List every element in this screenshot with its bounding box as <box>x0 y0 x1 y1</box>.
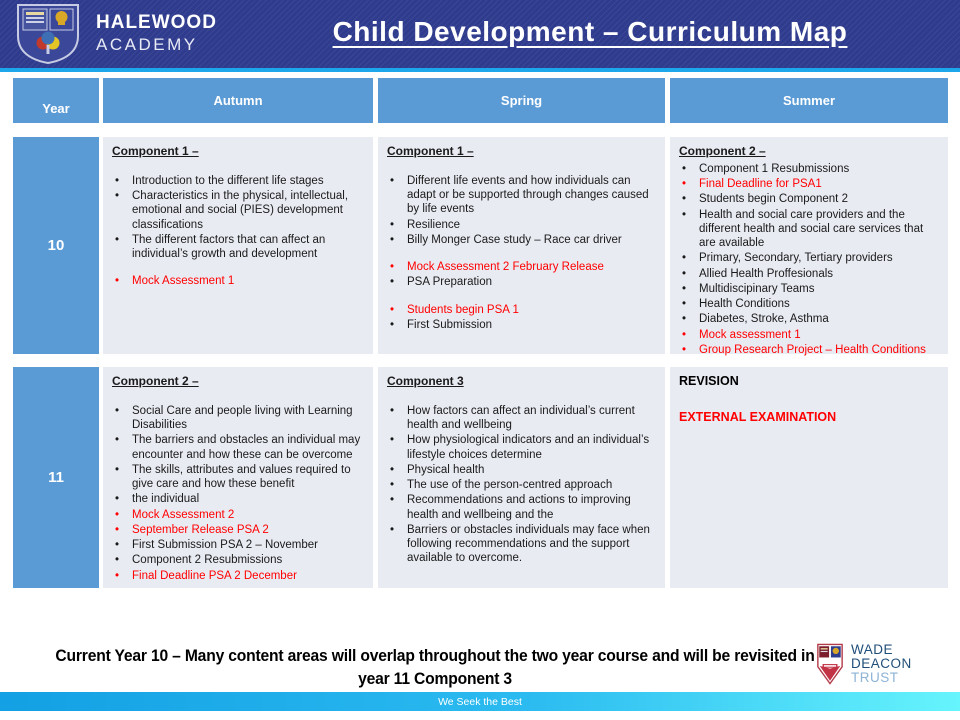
school-name <box>96 13 217 55</box>
bullet-item <box>112 492 368 506</box>
bullet-item <box>387 233 660 247</box>
external-examination-label: EXTERNAL EXAMINATION <box>679 409 837 424</box>
bullet-icon: • <box>682 162 687 175</box>
banner-accent-line <box>0 68 960 72</box>
bullet-item <box>112 523 368 537</box>
bullet-text: Component 2 Resubmissions <box>132 554 283 567</box>
bullet-item <box>387 260 660 274</box>
bullet-icon: • <box>115 569 120 582</box>
bullet-icon: • <box>390 276 395 289</box>
bullet-item <box>387 523 660 566</box>
halewood-crest-icon <box>14 3 82 65</box>
bullet-text: Mock Assessment 2 <box>132 508 235 521</box>
bullet-icon: • <box>390 233 395 246</box>
bullet-text: Multidiscipinary Teams <box>699 282 815 295</box>
bullet-item <box>112 508 368 522</box>
bullet-item <box>679 208 943 251</box>
bullet-icon: • <box>115 463 120 476</box>
bullet-item <box>679 192 943 206</box>
cell-year11-summer <box>670 367 948 588</box>
bullet-text: the individual <box>132 493 200 506</box>
bullet-item <box>112 233 368 262</box>
bullet-text: Introduction to the different life stages <box>132 174 324 187</box>
school-name-line2: ACADEMY <box>96 34 198 54</box>
bullet-list <box>387 404 660 566</box>
bullet-item <box>112 463 368 492</box>
wade-deacon-shield-icon <box>816 642 844 686</box>
cell-heading: Component 2 – <box>679 144 766 158</box>
top-banner <box>0 0 960 68</box>
bullet-icon: • <box>682 328 687 341</box>
bullet-item <box>679 343 943 357</box>
bullet-text: First Submission PSA 2 – November <box>132 539 318 552</box>
bullet-text: Primary, Secondary, Tertiary providers <box>699 252 893 265</box>
bullet-icon: • <box>682 282 687 295</box>
cell-heading: Component 1 – <box>112 144 199 158</box>
bullet-text: Students begin PSA 1 <box>407 303 519 316</box>
cell-heading: Component 3 <box>387 374 464 388</box>
bullet-item <box>387 478 660 492</box>
bullet-item <box>387 493 660 522</box>
bullet-item <box>112 174 368 188</box>
bullet-icon: • <box>115 404 120 417</box>
bullet-text: PSA Preparation <box>407 276 493 289</box>
bullet-text: Allied Health Proffesionals <box>699 267 834 280</box>
column-header-summer: Summer <box>670 78 948 123</box>
bullet-item <box>679 162 943 176</box>
bullet-text: Group Research Project – Health Conditions <box>699 343 926 356</box>
bullet-text: How factors can affect an individual’s current health and wellbeing <box>407 404 635 432</box>
cell-year11-autumn <box>103 367 373 588</box>
bullet-text: Recommendations and actions to improving health and wellbeing and the <box>407 494 631 521</box>
bullet-icon: • <box>390 434 395 447</box>
bullet-item <box>387 303 660 317</box>
bullet-icon: • <box>682 343 687 356</box>
bullet-item <box>112 189 368 232</box>
bullet-text: Mock Assessment 2 February Release <box>407 261 604 274</box>
footer-note <box>35 644 835 690</box>
bullet-icon: • <box>682 252 687 265</box>
year-10-label-cell: 10 <box>13 137 99 354</box>
trust-name-line2: TRUST <box>851 670 899 686</box>
bullet-icon: • <box>682 208 687 221</box>
bullet-text: First Submission <box>407 318 492 331</box>
bullet-list <box>679 162 943 357</box>
bullet-text: Physical health <box>407 463 485 476</box>
cell-year10-summer <box>670 137 948 354</box>
bullet-item <box>679 177 943 191</box>
motto-bar <box>0 692 960 711</box>
bullet-text: Component 1 Resubmissions <box>699 162 850 175</box>
bullet-item <box>112 569 368 583</box>
bullet-icon: • <box>390 523 395 536</box>
cell-year10-spring <box>378 137 665 354</box>
bullet-item <box>387 318 660 332</box>
bullet-icon: • <box>115 539 120 552</box>
trust-name-line1: WADE DEACON <box>851 641 912 671</box>
bullet-list <box>112 174 368 289</box>
bullet-item <box>679 267 943 281</box>
bullet-item <box>679 297 943 311</box>
bullet-text: Mock assessment 1 <box>699 328 801 341</box>
bullet-icon: • <box>115 508 120 521</box>
column-header-year: Year <box>13 78 99 123</box>
bullet-text: Mock Assessment 1 <box>132 275 235 288</box>
bullet-item <box>679 328 943 342</box>
cell-year10-autumn <box>103 137 373 354</box>
bullet-icon: • <box>115 554 120 567</box>
bullet-icon: • <box>682 298 687 311</box>
bullet-list <box>387 174 660 332</box>
bullet-icon: • <box>390 218 395 231</box>
bullet-text: Social Care and people living with Learning Disabilities <box>132 404 353 432</box>
cell-heading: Component 1 – <box>387 144 474 158</box>
bullet-list <box>112 404 368 583</box>
bullet-icon: • <box>682 178 687 191</box>
bullet-item <box>679 282 943 296</box>
bullet-text: Barriers or obstacles individuals may face when following recommendations and the support available to overcome. <box>407 523 650 565</box>
bullet-item <box>387 404 660 433</box>
bullet-icon: • <box>682 193 687 206</box>
bullet-text: Final Deadline PSA 2 December <box>132 569 297 582</box>
motto-text: We Seek the Best <box>438 695 522 708</box>
bullet-text: Health Conditions <box>699 298 790 311</box>
page-title: Child Development – Curriculum Map <box>332 16 848 47</box>
bullet-icon: • <box>115 523 120 536</box>
bullet-text: Diabetes, Stroke, Asthma <box>699 313 829 326</box>
column-header-autumn: Autumn <box>103 78 373 123</box>
bullet-text: Billy Monger Case study – Race car driver <box>407 233 622 246</box>
cell-heading: Component 2 – <box>112 374 199 388</box>
bullet-item <box>387 218 660 232</box>
bullet-icon: • <box>390 463 395 476</box>
bullet-item <box>387 463 660 477</box>
bullet-icon: • <box>390 479 395 492</box>
bullet-icon: • <box>115 493 120 506</box>
bullet-icon: • <box>115 190 120 203</box>
bullet-item <box>679 312 943 326</box>
bullet-text: The skills, attributes and values required to give care and how these benefit <box>132 463 351 491</box>
bullet-text: The different factors that can affect an individual’s growth and development <box>132 233 326 261</box>
bullet-icon: • <box>115 275 120 288</box>
bullet-icon: • <box>390 174 395 187</box>
bullet-text: Characteristics in the physical, intellectual, emotional and social (PIES) development classifications <box>132 190 349 231</box>
bullet-text: Final Deadline for PSA1 <box>699 178 822 191</box>
footer-note-line1: Current Year 10 – Many content areas will overlap throughout the two year course and will be revisited in <box>55 646 815 665</box>
footer-note-line2: year 11 Component 3 <box>358 669 512 688</box>
bullet-item <box>112 433 368 462</box>
bullet-text: How physiological indicators and an individual’s lifestyle choices determine <box>407 434 650 461</box>
bullet-text: Students begin Component 2 <box>699 193 848 206</box>
wade-deacon-trust-logo <box>816 639 956 689</box>
bullet-icon: • <box>390 318 395 331</box>
trust-name <box>851 643 956 686</box>
bullet-icon: • <box>390 261 395 274</box>
bullet-text: Health and social care providers and the different health and social care services that are available <box>699 208 924 250</box>
revision-label: REVISION <box>679 374 739 388</box>
bullet-item <box>112 274 368 288</box>
bullet-item <box>679 251 943 265</box>
bullet-item <box>112 553 368 567</box>
bullet-item <box>387 275 660 289</box>
cell-year11-spring <box>378 367 665 588</box>
bullet-text: The use of the person-centred approach <box>407 479 613 492</box>
year-11-label-cell: 11 <box>13 367 99 588</box>
bullet-text: Resilience <box>407 218 461 231</box>
bullet-icon: • <box>682 313 687 326</box>
bullet-item <box>387 174 660 217</box>
bullet-item <box>112 538 368 552</box>
bullet-item <box>387 433 660 462</box>
bullet-icon: • <box>115 174 120 187</box>
bullet-icon: • <box>390 404 395 417</box>
bullet-item <box>112 404 368 433</box>
bullet-icon: • <box>115 233 120 246</box>
bullet-icon: • <box>682 267 687 280</box>
column-header-spring: Spring <box>378 78 665 123</box>
school-name-line1: HALEWOOD <box>96 12 217 33</box>
bullet-text: September Release PSA 2 <box>132 523 269 536</box>
bullet-icon: • <box>390 303 395 316</box>
bullet-icon: • <box>390 494 395 507</box>
bullet-text: The barriers and obstacles an individual may encounter and how these can be overcome <box>132 434 361 461</box>
bullet-icon: • <box>115 434 120 447</box>
bullet-text: Different life events and how individuals can adapt or be supported through changes caused by life events <box>407 174 649 216</box>
